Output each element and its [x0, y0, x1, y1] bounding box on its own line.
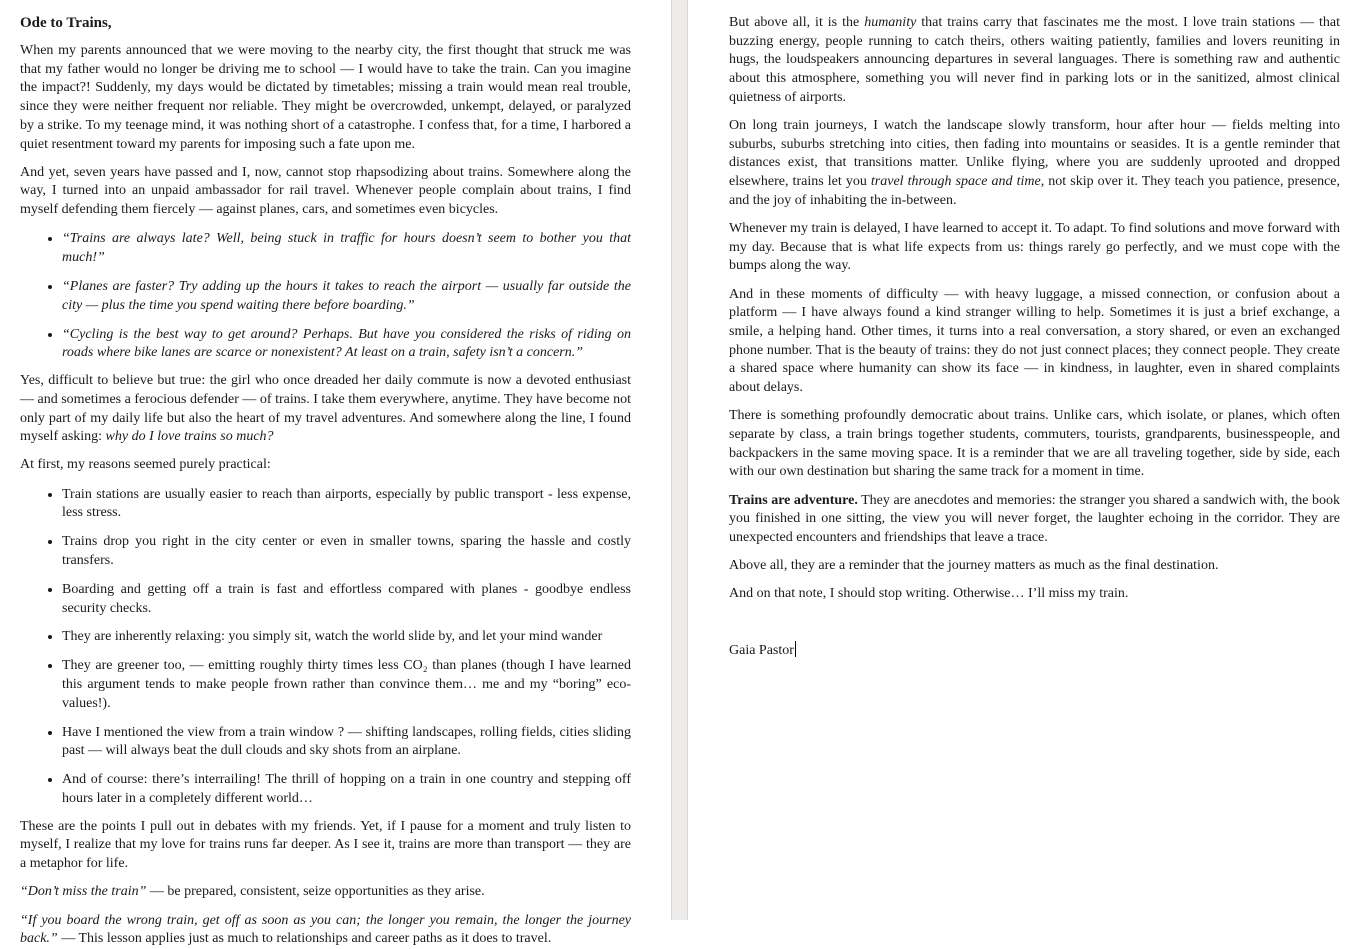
text-run: On long train journeys, I watch the landscape slowly transform, hour after hour — fields melting into suburbs, suburbs stretching into cities, then fading into mountains or seasides. It is a gentle reminder that distances exist, that transitions matter. Unlike flying, where you are suddenly uprooted and dropped elsewhere, trains let you — [729, 118, 1340, 190]
list-item: • And of course: there’s interrailing! The thrill of hopping on a train in one country and stepping off hours later in a completely different world… — [62, 770, 631, 808]
paragraph: Whenever my train is delayed, I have learned to accept it. To adapt. To find solutions and move forward with my day. Because that is what life expects from us: things rarely go perfectly, and we must cope with the bumps along the way. — [729, 221, 1340, 274]
text-run: They are anecdotes and memories: the stranger you shared a sandwich with, the book you finished in one sitting, the view you will never forget, the laughter echoing in the corridor. They are unexpected encounters and friendships that leave a trace. — [729, 492, 1340, 546]
quotes-list — [20, 229, 631, 363]
paragraph — [729, 14, 1340, 108]
italic-text: “Don’t miss the train” — [20, 884, 147, 900]
text-run: Yes, difficult to believe but true: the girl who once dreaded her daily commute is now a devoted enthusiast — and sometimes a ferocious defender — of trains. I take them everywhere, anytime. They have become not only part of my daily life but also the heart of my travel adventures. And somewhere along the line, I found myself asking: — [20, 373, 631, 445]
text-run: not skip over it. They teach you patience, presence, and the joy of inhabiting the in-between. — [729, 174, 1340, 208]
document-page-right[interactable] — [688, 0, 1357, 920]
paragraph: And yet, seven years have passed and I, now, cannot stop rhapsodizing about trains. Somewhere along the way, I turned into an unpaid ambassador for rail travel. Whenever people complain about trains, I find myself defending them fiercely — against planes, cars, and sometimes even bicycles. — [20, 164, 631, 218]
list-item: • “Planes are faster? Try adding up the hours it takes to reach the airport — usually far outside the city — plus the time you spend waiting there before boarding.” — [62, 277, 631, 315]
list-item: • “Cycling is the best way to get around? Perhaps. But have you considered the risks of riding on roads where bike lanes are scarce or nonexistent? At least on a train, safety isn’t a concern.” — [62, 325, 631, 363]
signature: Gaia Pastor — [729, 642, 794, 658]
text-run: — be prepared, consistent, seize opportunities as they arise. — [146, 884, 485, 900]
document-title: Ode to Trains, — [20, 15, 112, 31]
italic-text: why do I love trains so much? — [105, 429, 274, 445]
list-item: • Trains drop you right in the city center or even in smaller towns, sparing the hassle and costly transfers. — [62, 532, 631, 570]
text-run: that trains carry that fascinates me the most. I love train stations — that buzzing energy, people running to catch theirs, others waiting patiently, families and lovers reuniting in hugs, the loudspeakers announcing departures in several languages. There is something raw and authentic about this atmosphere, something you will never find in parking lots or in the sanitized, almost clinical quietness of airports. — [729, 15, 1341, 105]
document-page-left[interactable] — [0, 0, 671, 947]
text-run: But above all, it is the — [729, 15, 865, 30]
paragraph — [20, 372, 631, 447]
list-item: • Train stations are usually easier to reach than airports, especially by public transport - less expense, less stress. — [62, 485, 631, 523]
paragraph: When my parents announced that we were moving to the nearby city, the first thought that struck me was that my father would no longer be driving me to school — I would have to take the train. Can you imagine the impact?! Suddenly, my days would be dictated by timetables; missing a train would mean real trouble, since they were neither frequent nor reliable. They might be overcrowded, unkempt, delayed, or paralyzed by a strike. To my teenage mind, it was nothing short of a catastrophe. I confess that, for a time, I harbored a quiet resentment toward my parents for imposing such a fate upon me. — [20, 43, 631, 152]
paragraph — [729, 492, 1340, 548]
list-item: • Boarding and getting off a train is fast and effortless compared with planes - goodbye endless security checks. — [62, 580, 631, 618]
paragraph: Above all, they are a reminder that the journey matters as much as the final destination. — [729, 558, 1219, 574]
paragraph: There is something profoundly democratic about trains. Unlike cars, which isolate, or planes, which often separate by class, a train brings together students, commuters, tourists, grandparents, businesspeople, and backpackers in the same moving space. It is a reminder that we are all traveling together, side by side, each with our own destination but sharing the same track for a moment in time. — [729, 408, 1340, 480]
list-item: • Have I mentioned the view from a train window ? — shifting landscapes, rolling fields, cities sliding past — will always beat the dull clouds and sky shots from an airplane. — [62, 723, 631, 761]
blank-line — [729, 614, 1340, 641]
bold-text: Trains are adventure. — [729, 492, 858, 508]
italic-text: travel through space and time, — [870, 174, 1045, 190]
text-run: — This lesson applies just as much to relationships and career paths as it does to travel. — [57, 931, 552, 947]
paragraph: At first, my reasons seemed purely practical: — [20, 457, 271, 473]
reasons-list — [20, 485, 631, 809]
paragraph — [20, 883, 631, 902]
text-cursor — [795, 641, 796, 657]
paragraph: These are the points I pull out in debates with my friends. Yet, if I pause for a moment and truly listen to myself, I realize that my love for trains runs far deeper. As I see it, trains are more than transport — they are a metaphor for life. — [20, 818, 631, 872]
paragraph — [20, 912, 631, 949]
list-item: • “Trains are always late? Well, being stuck in traffic for hours doesn’t seem to bother you that much!” — [62, 229, 631, 267]
list-item: • They are greener too, — emitting roughly thirty times less CO₂ than planes (though I have learned this argument tends to make people frown rather than convince them… me and my “boring” eco-values!). — [62, 656, 631, 713]
italic-text: “If you board the wrong train, get off as soon as you can; the longer you remain, the longer the journey back.” — [20, 912, 631, 947]
page-gutter — [671, 0, 688, 920]
paragraph — [729, 117, 1340, 211]
paragraph: And on that note, I should stop writing. Otherwise… I’ll miss my train. — [729, 586, 1129, 602]
signature-line[interactable] — [729, 641, 1340, 661]
paragraph: And in these moments of difficulty — with heavy luggage, a missed connection, or confusion about a platform — I have always found a kind stranger willing to help. Sometimes it is just a brief exchange, a smile, a helping hand. Other times, it turns into a real conversation, a story shared, or even an exchanged phone number. That is the beauty of trains: they do not just connect places; they connect people. They create a shared space where humanity can show its face — in kindness, in laughter, even in shared complaints about delays. — [729, 286, 1340, 396]
italic-text: humanity — [864, 15, 917, 30]
list-item: • They are inherently relaxing: you simply sit, watch the world slide by, and let your mind wander — [62, 627, 631, 647]
